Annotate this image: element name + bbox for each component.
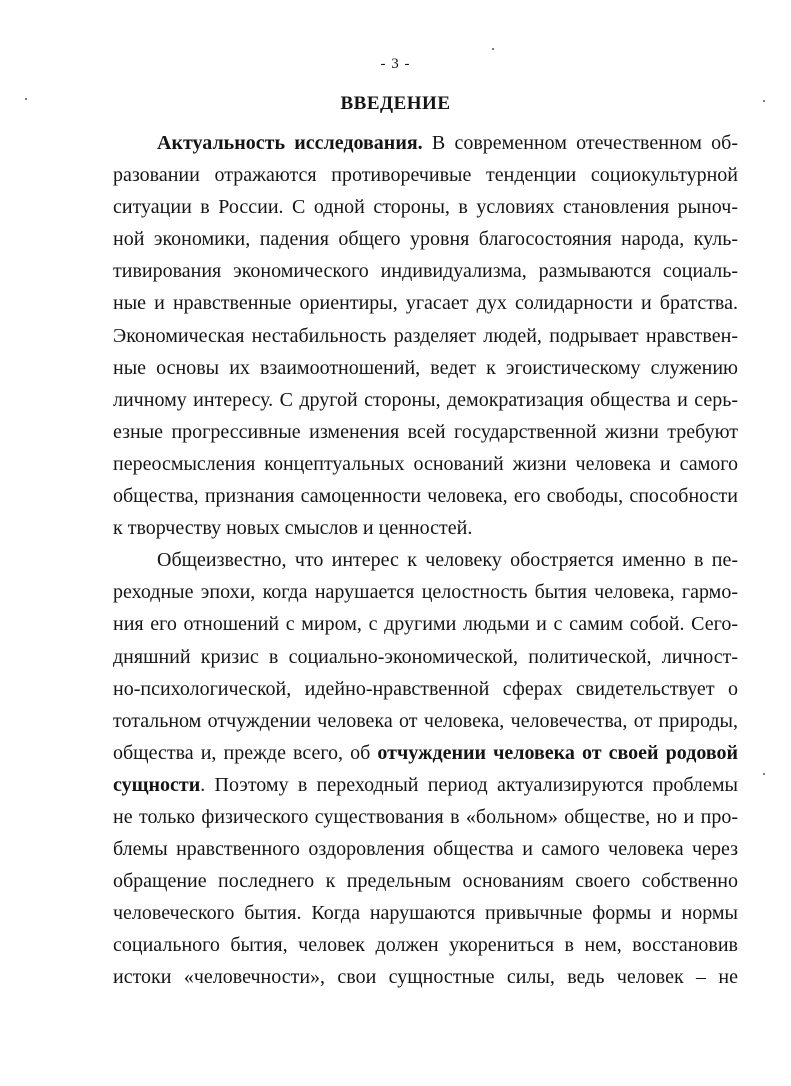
text-line: тотальном отчуждении человека от человека, человечества, от природы,: [113, 709, 738, 732]
text-line: ные и нравственные ориентиры, угасает дух солидарности и братства.: [113, 292, 738, 315]
text-line: ные основы их взаимоотношений, ведет к эгоистическому служению: [113, 356, 738, 379]
text-line: социального бытия, человек должен укорениться в нем, восстановив: [113, 934, 738, 957]
text-line: тивирования экономического индивидуализма, размываются социаль-: [113, 260, 738, 283]
text-line: общества, признания самоценности человека, его свободы, способности: [113, 485, 738, 508]
text-line: Общеизвестно, что интерес к человеку обостряется именно в пе-: [157, 549, 738, 572]
page-number: - 3 -: [380, 56, 411, 72]
text-line: ситуации в России. С одной стороны, в условиях становления рыноч-: [113, 196, 738, 219]
text-line: переосмысления концептуальных оснований жизни человека и самого: [113, 452, 738, 475]
text-line: личному интересу. С другой стороны, демократизация общества и серь-: [113, 388, 738, 411]
text-line: езные прогрессивные изменения всей государственной жизни требуют: [113, 420, 738, 443]
text-line: разовании отражаются противоречивые тенденции социокультурной: [113, 164, 738, 187]
paragraph-crisis: [113, 542, 738, 991]
text-line: но-психологической, идейно-нравственной сферах свидетельствует о: [113, 677, 738, 700]
text-line: блемы нравственного оздоровления общества и самого человека через: [113, 838, 738, 861]
text-line: не только физического существования в «больном» обществе, но и про-: [113, 805, 738, 828]
text-line: обращение последнего к предельным основаниям своего собственно: [113, 870, 738, 893]
text-line: ной экономики, падения общего уровня благосостояния народа, куль-: [113, 228, 738, 251]
text-line: сущности. Поэтому в переходный период актуализируются проблемы: [113, 773, 738, 796]
text-line: реходные эпохи, когда нарушается целостность бытия человека, гармо-: [113, 581, 738, 604]
text-line: Экономическая нестабильность разделяет людей, подрывает нравствен-: [113, 324, 738, 347]
text-line: истоки «человечности», свои сущностные силы, ведь человек – не: [113, 966, 738, 989]
text-line: к творчеству новых смыслов и ценностей.: [113, 517, 473, 540]
text-line: человеческого бытия. Когда нарушаются привычные формы и нормы: [113, 902, 738, 925]
text-line: дняшний кризис в социально-экономической, политической, личност-: [113, 645, 738, 668]
body-text: [113, 125, 738, 992]
paragraph-relevance: [113, 125, 738, 542]
scan-speck: [492, 48, 494, 50]
text-line: общества и, прежде всего, об отчуждении человека от своей родовой: [113, 741, 739, 764]
text-line: Актуальность исследования. В современном отечественном об-: [157, 132, 738, 154]
scan-speck: [763, 773, 765, 775]
bold-emphasis: отчуждении человека от своей родовой: [377, 741, 739, 764]
text-line: ния его отношений с миром, с другими людьми и с самим собой. Сего-: [113, 613, 738, 636]
scan-speck: [763, 100, 765, 102]
section-heading: ВВЕДЕНИЕ: [340, 93, 451, 114]
bold-emphasis: сущности: [113, 773, 201, 796]
scan-speck: [25, 98, 27, 100]
bold-lead: Актуальность исследования.: [157, 132, 423, 154]
